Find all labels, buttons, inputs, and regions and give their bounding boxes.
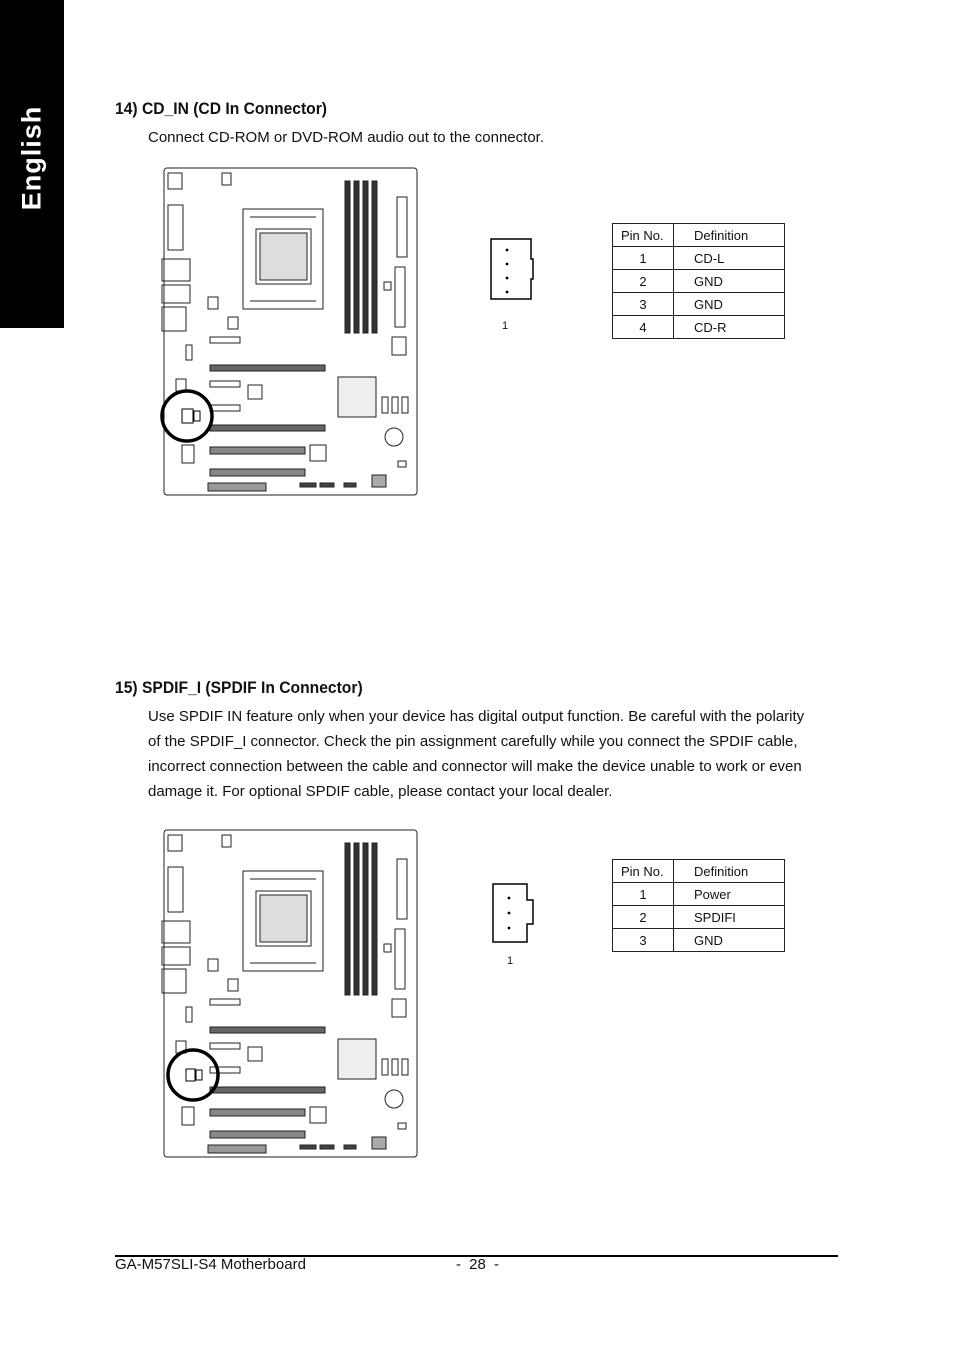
cd-in-pin-table	[612, 223, 785, 339]
table-header-pin-no: Pin No.	[613, 224, 674, 247]
motherboard-drawing	[160, 167, 418, 497]
table-row	[613, 270, 785, 293]
footer-page-number: - 28 -	[456, 1256, 500, 1273]
spdif-in-connector-diagram	[491, 882, 537, 949]
table-cell-definition: GND	[674, 929, 785, 952]
motherboard-diagram	[160, 167, 418, 497]
table-cell-definition: GND	[674, 293, 785, 316]
body-line: incorrect connection between the cable and connector will make the device unable to work or even	[148, 758, 802, 775]
section-heading-spdif-in: 15) SPDIF_I (SPDIF In Connector)	[115, 678, 363, 697]
cd-in-connector-drawing	[489, 237, 535, 301]
table-row	[613, 316, 785, 339]
section-body-cd-in: Connect CD-ROM or DVD-ROM audio out to the connector.	[148, 129, 544, 146]
table-cell-definition: Power	[674, 883, 785, 906]
motherboard-diagram	[160, 829, 418, 1159]
footer-model: GA-M57SLI-S4 Motherboard	[115, 1256, 306, 1273]
table-row	[613, 906, 785, 929]
pin1-marker: 1	[502, 320, 509, 332]
table-row	[613, 883, 785, 906]
table-cell-definition: SPDIFI	[674, 906, 785, 929]
table-cell-pin: 4	[613, 316, 674, 339]
table-cell-definition: CD-L	[674, 247, 785, 270]
table-row	[613, 247, 785, 270]
table-cell-definition: CD-R	[674, 316, 785, 339]
spdif-in-pin-table	[612, 859, 785, 952]
table-row	[613, 293, 785, 316]
body-line: of the SPDIF_I connector. Check the pin assignment carefully while you connect the SPDIF cable,	[148, 733, 798, 750]
body-line: Use SPDIF IN feature only when your device has digital output function. Be careful with the polarity	[148, 708, 805, 725]
table-header-row	[613, 860, 785, 883]
table-cell-pin: 3	[613, 293, 674, 316]
table-cell-pin: 2	[613, 906, 674, 929]
section-body-spdif-in	[148, 704, 838, 804]
table-header-definition: Definition	[674, 224, 785, 247]
table-header-row	[613, 224, 785, 247]
section-heading-cd-in: 14) CD_IN (CD In Connector)	[115, 99, 328, 118]
language-tab-label: English	[16, 105, 47, 211]
table-header-definition: Definition	[674, 860, 785, 883]
table-cell-definition: GND	[674, 270, 785, 293]
table-header-pin-no: Pin No.	[613, 860, 674, 883]
table-cell-pin: 2	[613, 270, 674, 293]
pin1-marker: 1	[507, 955, 514, 967]
motherboard-drawing	[160, 829, 418, 1159]
table-cell-pin: 1	[613, 247, 674, 270]
table-row	[613, 929, 785, 952]
language-tab	[0, 0, 64, 328]
table-cell-pin: 3	[613, 929, 674, 952]
spdif-in-connector-drawing	[491, 882, 537, 944]
body-line: damage it. For optional SPDIF cable, please contact your local dealer.	[148, 783, 613, 800]
table-cell-pin: 1	[613, 883, 674, 906]
cd-in-connector-diagram	[489, 237, 535, 306]
